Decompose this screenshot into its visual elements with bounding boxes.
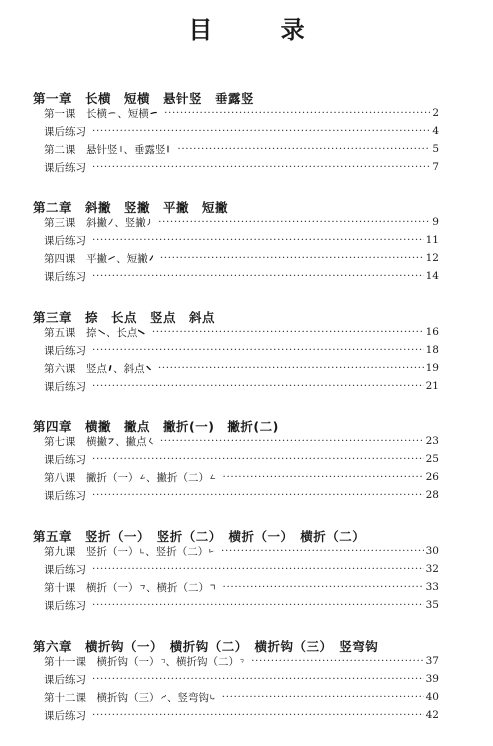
chapter-title: 第三章 捺 长点 竖点 斜点 [33,310,216,325]
entry-label-2: 、斜点 [113,362,145,375]
page-number: 21 [425,380,439,392]
page-number: 7 [432,161,439,173]
left-falling-turn-2-stroke-icon [210,470,216,484]
entry-label: 课后练习 [44,563,86,576]
left-falling-dot-stroke-icon [148,434,153,448]
toc-entry-lesson-1[interactable] [44,106,439,120]
entry-label: 课后练习 [44,599,86,612]
leader-dots [177,142,430,156]
short-horizontal-stroke-icon [150,107,157,119]
horizontal-turn-hook-1-stroke-icon [161,654,165,668]
entry-label-2: 、短撇 [116,252,148,265]
leader-dots [92,488,424,502]
right-falling-stroke-icon [98,326,105,338]
leader-dots [160,434,424,448]
toc-entry-exercise[interactable] [44,562,439,576]
toc-entry-exercise[interactable] [44,269,439,283]
page-number: 25 [425,453,439,465]
vertical-dot-stroke-icon [108,362,112,374]
leader-dots [222,690,424,704]
page-number: 23 [425,435,439,447]
entry-label: 课后练习 [44,673,86,686]
dewdrop-vertical-stroke-icon [166,142,170,156]
page-number: 30 [425,545,439,557]
page-number: 40 [425,691,439,703]
entry-label: 课后练习 [44,161,86,174]
entry-label: 第二课 悬针竖 [44,143,118,156]
page-number: 37 [425,655,439,667]
entry-label-2: 、横折钩（二） [165,655,240,668]
toc-entry-lesson-9[interactable] [44,544,439,558]
left-falling-turn-1-stroke-icon [140,470,146,484]
leader-dots [160,251,424,265]
vertical-left-falling-stroke-icon [147,215,151,229]
toc-entry-exercise[interactable] [44,452,439,466]
vertical-turn-1-stroke-icon [140,544,145,558]
toc-entry-lesson-10[interactable] [44,580,439,594]
entry-label: 第四课 平撇 [44,252,107,265]
leader-dots [223,470,424,484]
toc-entry-exercise[interactable] [44,233,439,247]
chapter-title: 第六章 横折钩（一） 横折钩（二） 横折钩（三） 竖弯钩 [33,639,379,654]
leader-dots [92,452,424,466]
vertical-turn-2-stroke-icon [209,544,214,558]
long-horizontal-stroke-icon [108,107,116,119]
leader-dots [92,124,430,138]
toc-entry-lesson-3[interactable] [44,215,439,229]
entry-label: 课后练习 [44,234,86,247]
entry-label: 课后练习 [44,270,86,283]
horizontal-left-falling-stroke-icon [108,434,114,448]
toc-entry-lesson-6[interactable] [44,361,439,375]
chapter-title: 第四章 横撇 撇点 撇折(一) 撇折(二) [33,419,279,434]
entry-label-2: 、竖折（二） [145,545,209,558]
chapter-title: 第五章 竖折（一） 竖折（二） 横折（一） 横折（二） [33,529,366,544]
page-number: 2 [432,107,440,119]
entry-label-2: 、长点 [105,326,138,339]
page-number: 42 [425,709,439,721]
entry-label-2: 、竖撇 [114,216,146,229]
chapter-title: 第一章 长横 短横 悬针竖 垂露竖 [33,91,255,106]
entry-label: 课后练习 [44,380,86,393]
entry-label: 第十一课 横折钩（一） [44,655,160,668]
page-number: 5 [432,143,439,155]
entry-label: 第一课 长横 [44,107,107,120]
slant-left-falling-stroke-icon [108,215,113,229]
toc-entry-exercise[interactable] [44,708,439,722]
slant-dot-stroke-icon [146,362,151,374]
entry-label: 第八课 撇折（一） [44,471,139,484]
toc-entry-exercise[interactable] [44,598,439,612]
leader-dots [92,269,424,283]
entry-label-2: 、横折（二） [146,581,209,594]
leader-dots [92,343,424,357]
toc-entry-exercise[interactable] [44,672,439,686]
long-dot-stroke-icon [138,326,144,338]
leader-dots [92,598,424,612]
page-number: 9 [432,216,439,228]
leader-dots [92,672,424,686]
toc-entry-lesson-12[interactable] [44,690,439,704]
page-number: 18 [425,344,439,356]
chapter-title: 第二章 斜撇 竖撇 平撇 短撇 [33,200,229,215]
toc-entry-lesson-11[interactable] [44,654,439,668]
entry-label: 第十二课 横折钩（三） [44,691,160,704]
page-number: 32 [425,563,439,575]
page-number: 11 [425,234,439,246]
entry-label-2: 、撇点 [115,435,147,448]
entry-label-2: 、垂露竖 [123,143,166,156]
entry-label: 第三课 斜撇 [44,216,107,229]
leader-dots [92,379,424,393]
leader-dots [92,708,424,722]
leader-dots [223,580,424,594]
flat-left-falling-stroke-icon [108,252,115,264]
toc-entry-exercise[interactable] [44,160,439,174]
entry-label: 课后练习 [44,453,86,466]
entry-label: 第五课 捺 [44,326,97,339]
toc-entry-lesson-8[interactable] [44,470,439,484]
page-number: 12 [425,252,439,264]
toc-entry-lesson-5[interactable] [44,325,439,339]
page-number: 39 [425,673,439,685]
short-left-falling-stroke-icon [149,252,153,264]
page-number: 35 [425,599,439,611]
page-number: 19 [425,362,439,374]
toc-entry-lesson-4[interactable] [44,251,439,265]
page-number: 26 [425,471,439,483]
leader-dots [92,233,424,247]
entry-label: 课后练习 [44,344,86,357]
page-number: 14 [425,270,439,282]
leader-dots [251,654,424,668]
entry-label: 第七课 横撇 [44,435,107,448]
toc-entry-lesson-7[interactable] [44,434,439,448]
leader-dots [158,361,424,375]
toc-entry-exercise[interactable] [44,379,439,393]
entry-label: 第十课 横折（一） [44,581,139,594]
entry-label: 第九课 竖折（一） [44,545,139,558]
toc-entry-exercise[interactable] [44,488,439,502]
horizontal-turn-hook-3-stroke-icon [161,690,167,704]
toc-entry-exercise[interactable] [44,124,439,138]
needle-vertical-stroke-icon [119,142,123,156]
entry-label-2: 、撇折（二） [146,471,209,484]
entry-label-2: 、短横 [117,107,149,120]
horizontal-turn-2-stroke-icon [210,580,216,594]
leader-dots [221,544,424,558]
entry-label: 第六课 竖点 [44,362,107,375]
vertical-bend-hook-stroke-icon [210,690,215,704]
leader-dots [152,325,424,339]
leader-dots [158,215,430,229]
entry-label: 课后练习 [44,489,86,502]
entry-label-2: 、竖弯钩 [167,691,210,704]
leader-dots [164,106,430,120]
horizontal-turn-hook-2-stroke-icon [240,654,244,668]
toc-entry-exercise[interactable] [44,343,439,357]
page-number: 16 [425,326,439,338]
leader-dots [92,160,430,174]
toc-entry-lesson-2[interactable] [44,142,439,156]
page-number: 33 [425,581,439,593]
horizontal-turn-1-stroke-icon [140,580,146,594]
leader-dots [92,562,424,576]
page-title: 目 录 [188,15,335,44]
page-number: 4 [432,125,439,137]
entry-label: 课后练习 [44,709,86,722]
entry-label: 课后练习 [44,125,86,138]
page-number: 28 [425,489,439,501]
